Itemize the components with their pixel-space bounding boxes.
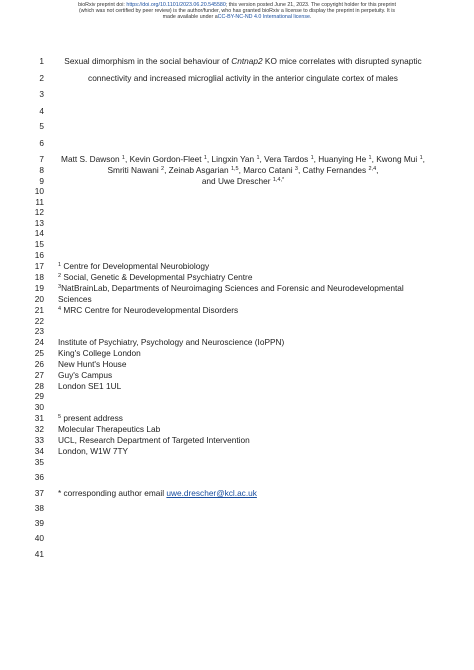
gene-name: Cntnap2 [231,56,263,66]
line-number: 18 [34,272,44,282]
affiliation-2: $^2$ Social, Genetic & Developmental Psychiatry Centre [58,272,253,282]
title-line-1: Sexual dimorphism in the social behaviour of Cntnap2 KO mice correlates with disrupted synaptic [64,56,422,66]
address-line: King's College London [58,348,141,358]
line-number: 21 [34,305,44,315]
line-number: 32 [34,424,44,434]
affiliation-3-cont: Sciences [58,294,92,304]
line-number: 2 [39,73,44,83]
line-number: 34 [34,446,44,456]
author-line-1: Matt S. Dawson $^1$, Kevin Gordon-Fleet $^1$, Lingxin Yan $^1$, Vera Tardos $^1$, Huanying He $^1$, Kwong Mui $^1$, [61,154,425,164]
line-number: 1 [39,56,44,66]
corresponding-author: * corresponding author email uwe.drescher@kcl.ac.uk [58,488,257,498]
line-number: 31 [34,413,44,423]
present-address-line: Molecular Therapeutics Lab [58,424,161,434]
address-line: London SE1 1UL [58,381,122,391]
affiliation-4: $^4$ MRC Centre for Neurodevelopmental Disorders [58,305,239,315]
line-number: 39 [34,518,44,528]
present-address-label: $^5$ present address [58,413,123,423]
line-number: 19 [34,283,44,293]
line-number: 9 [39,176,44,186]
title-line-2: connectivity and increased microglial activity in the anterior cingulate cortex of males [88,73,398,83]
preprint-banner [30,2,444,21]
banner-line-2: (which was not certified by peer review) is the author/funder, who has granted bioRxiv a license to display the preprint in perpetuity. It is [78,8,396,15]
author-line-2: Smriti Nawani $^2$, Zeinab Asgarian $^{1,5}$, Marco Catani $^3$, Cathy Fernandes $^{2,4}$, [107,165,379,175]
line-number: 12 [34,207,44,217]
line-number: 40 [34,533,44,543]
line-number: 27 [34,370,44,380]
line-number: 24 [34,337,44,347]
line-number: 22 [34,316,44,326]
line-number: 16 [34,250,44,260]
author-line-3: and Uwe Drescher $^{1,4,*}$ [201,176,285,186]
line-number: 3 [39,89,44,99]
line-number: 4 [39,106,44,116]
line-number: 38 [34,503,44,513]
affiliation-3: $^3$NatBrainLab, Departments of Neuroimaging Sciences and Forensic and Neurodevelopmental [58,283,404,293]
address-line: Institute of Psychiatry, Psychology and Neuroscience (IoPPN) [58,337,285,347]
line-number: 20 [34,294,44,304]
affiliation-1: $^1$ Centre for Developmental Neurobiology [58,261,210,271]
line-number: 35 [34,457,44,467]
line-number: 36 [34,472,44,482]
line-number: 14 [34,228,44,238]
present-address-line: London, W1W 7TY [58,446,129,456]
line-number: 30 [34,402,44,412]
line-number: 29 [34,391,44,401]
line-number: 25 [34,348,44,358]
doi-link[interactable]: https://doi.org/10.1101/2023.06.20.545580 [126,2,226,8]
line-number: 7 [39,154,44,164]
line-number: 11 [35,197,44,207]
line-number: 5 [39,121,44,131]
line-number: 10 [34,186,44,196]
banner-line-1: bioRxiv preprint doi: https://doi.org/10.1101/2023.06.20.545580; this version posted June 21, 2023. The copyright holder for this preprint [78,2,396,8]
present-address-line: UCL, Research Department of Targeted Intervention [58,435,250,445]
banner-line-3: made available under aCC-BY-NC-ND 4.0 International license. [162,14,312,21]
line-number: 37 [34,488,44,498]
line-number: 33 [34,435,44,445]
line-number: 13 [34,218,44,228]
license-link[interactable]: CC-BY-NC-ND 4.0 International license [217,14,310,21]
line-number: 17 [34,261,44,271]
address-line: Guy's Campus [58,370,113,380]
address-line: New Hunt's House [58,359,127,369]
line-number: 23 [34,326,44,336]
line-number: 8 [39,165,44,175]
line-number: 6 [39,138,44,148]
line-number: 41 [34,549,44,559]
line-number: 15 [34,239,44,249]
line-number: 26 [34,359,44,369]
line-number: 28 [34,381,44,391]
email-link[interactable]: uwe.drescher@kcl.ac.uk [166,488,257,498]
